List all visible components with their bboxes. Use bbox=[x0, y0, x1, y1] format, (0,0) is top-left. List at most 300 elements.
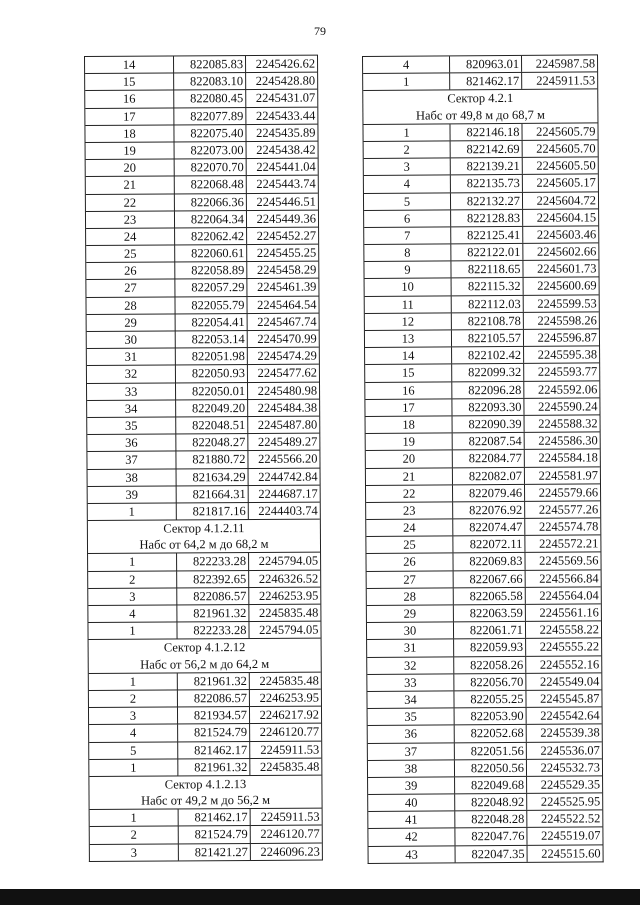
y-coordinate: 2246120.77 bbox=[250, 826, 322, 843]
y-coordinate: 2245590.24 bbox=[523, 398, 599, 415]
point-number: 23 bbox=[402, 503, 416, 518]
x-coordinate: 822048.51 bbox=[175, 417, 247, 434]
y-coordinate: 2245545.87 bbox=[525, 690, 601, 707]
x-coordinate: 822233.28 bbox=[176, 622, 248, 639]
point-number: 16 bbox=[122, 92, 136, 107]
table-row bbox=[367, 621, 601, 640]
x-coordinate: 822076.92 bbox=[452, 502, 524, 519]
sector-heading bbox=[89, 774, 321, 809]
table-row bbox=[87, 347, 319, 366]
y-coordinate: 2245566.84 bbox=[525, 570, 601, 587]
x-coordinate: 822082.07 bbox=[452, 467, 524, 484]
point-number: 39 bbox=[404, 778, 418, 793]
y-coordinate: 2245532.73 bbox=[526, 759, 602, 776]
table-row bbox=[86, 226, 318, 245]
y-coordinate: 2245586.30 bbox=[524, 432, 600, 449]
x-coordinate: 822105.57 bbox=[451, 330, 523, 347]
table-row bbox=[86, 192, 318, 211]
y-coordinate: 2245452.27 bbox=[246, 227, 318, 244]
table-row bbox=[88, 586, 320, 605]
x-coordinate: 822087.54 bbox=[452, 433, 524, 450]
sector-elevation-range: Набс от 49,2 м до 56,2 м bbox=[141, 792, 271, 808]
y-coordinate: 2245480.98 bbox=[247, 382, 319, 399]
table-row bbox=[85, 72, 317, 91]
point-number: 4 bbox=[402, 57, 410, 72]
y-coordinate: 2245455.25 bbox=[246, 245, 318, 262]
point-number: 30 bbox=[124, 332, 138, 347]
x-coordinate: 822051.56 bbox=[454, 742, 526, 759]
x-coordinate: 822146.18 bbox=[449, 124, 521, 141]
x-coordinate: 822074.47 bbox=[452, 519, 524, 536]
point-number: 34 bbox=[124, 401, 138, 416]
point-number: 14 bbox=[401, 348, 415, 363]
table-row bbox=[364, 191, 598, 210]
y-coordinate: 2245599.53 bbox=[523, 295, 599, 312]
point-number: 13 bbox=[401, 331, 415, 346]
y-coordinate: 2245605.70 bbox=[522, 140, 598, 157]
point-number: 38 bbox=[404, 761, 418, 776]
x-coordinate: 822392.65 bbox=[176, 571, 248, 588]
y-coordinate: 2245581.97 bbox=[524, 467, 600, 484]
point-number: 21 bbox=[123, 177, 137, 193]
point-number: 41 bbox=[405, 812, 418, 827]
point-number: 4 bbox=[129, 606, 136, 621]
x-coordinate: 822055.25 bbox=[453, 691, 525, 708]
table-row bbox=[88, 552, 320, 571]
point-number: 17 bbox=[402, 400, 415, 415]
table-row bbox=[366, 500, 600, 519]
point-number: 2 bbox=[130, 828, 137, 843]
y-coordinate: 2245438.42 bbox=[246, 142, 318, 159]
sector-heading bbox=[88, 519, 320, 554]
y-coordinate: 2245426.62 bbox=[245, 56, 317, 73]
sector-heading bbox=[363, 89, 597, 124]
y-coordinate: 2245515.60 bbox=[527, 845, 603, 862]
table-row bbox=[87, 330, 319, 349]
table-row bbox=[90, 825, 322, 844]
x-coordinate: 822080.45 bbox=[173, 90, 245, 107]
table-row bbox=[367, 638, 601, 657]
table-row bbox=[365, 328, 599, 347]
y-coordinate: 2245529.35 bbox=[526, 776, 602, 793]
y-coordinate: 2245584.18 bbox=[524, 450, 600, 467]
table-row bbox=[367, 603, 601, 622]
table-row bbox=[86, 278, 318, 297]
table-row bbox=[86, 141, 318, 160]
table-row bbox=[87, 364, 319, 383]
table-row bbox=[89, 740, 321, 759]
table-row bbox=[89, 757, 321, 776]
table-row bbox=[88, 604, 320, 623]
table-row bbox=[368, 810, 602, 829]
x-coordinate: 822063.59 bbox=[453, 605, 525, 622]
y-coordinate: 2245467.74 bbox=[247, 313, 319, 330]
sector-title: Сектор 4.2.1 bbox=[447, 91, 514, 106]
point-number: 6 bbox=[403, 211, 411, 226]
point-number: 21 bbox=[402, 469, 416, 484]
sector-elevation-range: Набс от 49,8 м до 68,7 м bbox=[415, 107, 545, 123]
table-row bbox=[85, 89, 317, 108]
x-coordinate: 821462.17 bbox=[449, 73, 521, 90]
point-number: 1 bbox=[128, 504, 135, 519]
y-coordinate: 2245477.62 bbox=[247, 365, 319, 382]
x-coordinate: 822067.66 bbox=[453, 571, 525, 588]
y-coordinate: 2245593.77 bbox=[523, 364, 599, 381]
point-number: 19 bbox=[402, 434, 415, 449]
table-row bbox=[89, 706, 321, 725]
table-row bbox=[89, 671, 321, 690]
table-row bbox=[366, 466, 600, 485]
y-coordinate: 2245596.87 bbox=[523, 329, 599, 346]
y-coordinate: 2245561.16 bbox=[525, 604, 601, 621]
point-number: 19 bbox=[123, 143, 136, 158]
x-coordinate: 822108.78 bbox=[451, 313, 523, 330]
x-coordinate: 822058.89 bbox=[174, 262, 246, 279]
table-row bbox=[367, 586, 601, 605]
point-number: 16 bbox=[402, 383, 415, 398]
x-coordinate: 822050.56 bbox=[454, 760, 526, 777]
point-number: 1 bbox=[130, 810, 137, 826]
x-coordinate: 822128.83 bbox=[450, 210, 522, 227]
y-coordinate: 2245470.99 bbox=[247, 331, 319, 348]
y-coordinate: 2245519.07 bbox=[526, 828, 602, 845]
y-coordinate: 2245552.16 bbox=[525, 656, 601, 673]
point-number: 2 bbox=[129, 572, 136, 587]
point-number: 40 bbox=[404, 795, 418, 810]
table-row bbox=[85, 106, 317, 125]
point-number: 27 bbox=[403, 572, 416, 587]
point-number: 20 bbox=[402, 451, 416, 467]
point-number: 15 bbox=[122, 74, 136, 89]
y-coordinate: 2245522.52 bbox=[526, 811, 602, 828]
x-coordinate: 822061.71 bbox=[453, 622, 525, 639]
y-coordinate: 2245794.05 bbox=[248, 622, 320, 639]
x-coordinate: 822072.11 bbox=[452, 536, 524, 553]
point-number: 29 bbox=[403, 606, 417, 621]
table-row bbox=[369, 844, 603, 863]
table-row bbox=[364, 208, 598, 227]
table-row bbox=[85, 55, 317, 74]
x-coordinate: 822083.10 bbox=[173, 73, 245, 90]
y-coordinate: 2245835.48 bbox=[249, 758, 321, 775]
point-number: 34 bbox=[404, 692, 417, 707]
point-number: 5 bbox=[130, 743, 137, 758]
table-row bbox=[86, 261, 318, 280]
point-number: 3 bbox=[403, 159, 410, 174]
y-coordinate: 2245539.38 bbox=[526, 725, 602, 742]
y-coordinate: 2245602.66 bbox=[522, 243, 598, 260]
y-coordinate: 2245987.58 bbox=[521, 55, 597, 72]
y-coordinate: 2245605.17 bbox=[522, 175, 598, 192]
point-number: 5 bbox=[403, 194, 411, 209]
x-coordinate: 822099.32 bbox=[451, 364, 523, 381]
point-number: 32 bbox=[124, 367, 138, 382]
x-coordinate: 821462.17 bbox=[177, 742, 249, 759]
x-coordinate: 822086.57 bbox=[177, 690, 249, 707]
table-row bbox=[365, 363, 599, 382]
table-row bbox=[368, 724, 602, 743]
y-coordinate: 2245600.69 bbox=[523, 278, 599, 295]
x-coordinate: 822050.93 bbox=[175, 365, 247, 382]
x-coordinate: 822050.01 bbox=[175, 383, 247, 400]
table-row bbox=[366, 431, 600, 450]
table-row bbox=[368, 792, 602, 811]
x-coordinate: 822048.92 bbox=[454, 794, 526, 811]
y-coordinate: 2245433.44 bbox=[245, 107, 317, 124]
x-coordinate: 821462.17 bbox=[178, 809, 250, 826]
x-coordinate: 820963.01 bbox=[449, 56, 521, 73]
x-coordinate: 821961.32 bbox=[177, 759, 249, 776]
x-coordinate: 822065.58 bbox=[453, 588, 525, 605]
table-row bbox=[365, 294, 599, 313]
y-coordinate: 2245489.27 bbox=[247, 434, 319, 451]
y-coordinate: 2245525.95 bbox=[526, 793, 602, 810]
table-row bbox=[364, 225, 598, 244]
point-number: 9 bbox=[404, 262, 411, 277]
point-number: 1 bbox=[128, 555, 136, 570]
x-coordinate: 822059.93 bbox=[453, 639, 525, 656]
table-row bbox=[368, 706, 602, 725]
table-row bbox=[86, 295, 318, 314]
table-row bbox=[86, 209, 318, 228]
y-coordinate: 2245598.26 bbox=[523, 312, 599, 329]
x-coordinate: 822115.32 bbox=[451, 278, 523, 295]
point-number: 2 bbox=[129, 691, 137, 706]
y-coordinate: 2244403.74 bbox=[248, 502, 320, 519]
sector-title: Сектор 4.1.2.11 bbox=[163, 521, 245, 536]
point-number: 20 bbox=[123, 160, 136, 175]
y-coordinate: 2245555.22 bbox=[525, 639, 601, 656]
x-coordinate: 822051.98 bbox=[175, 348, 247, 365]
table-row bbox=[364, 242, 598, 261]
y-coordinate: 2245428.80 bbox=[245, 73, 317, 90]
x-coordinate: 822132.27 bbox=[450, 192, 522, 209]
point-number: 32 bbox=[403, 658, 417, 673]
table-row bbox=[364, 260, 598, 279]
table-row bbox=[90, 808, 322, 827]
x-coordinate: 821961.32 bbox=[177, 673, 249, 690]
table-row bbox=[365, 311, 599, 330]
table-row bbox=[365, 277, 599, 296]
x-coordinate: 822102.42 bbox=[451, 347, 523, 364]
point-number: 23 bbox=[123, 212, 137, 227]
x-coordinate: 822090.39 bbox=[452, 416, 524, 433]
x-coordinate: 822077.89 bbox=[173, 108, 245, 125]
point-number: 33 bbox=[124, 384, 138, 399]
point-number: 24 bbox=[123, 229, 137, 244]
point-number: 1 bbox=[403, 125, 410, 140]
point-number: 27 bbox=[124, 281, 137, 296]
x-coordinate: 822135.73 bbox=[450, 175, 522, 192]
point-number: 3 bbox=[129, 708, 137, 723]
x-coordinate: 822118.65 bbox=[450, 261, 522, 278]
x-coordinate: 821634.29 bbox=[176, 469, 248, 486]
y-coordinate: 2245835.48 bbox=[249, 672, 321, 689]
table-row bbox=[87, 381, 319, 400]
point-number: 36 bbox=[404, 726, 418, 742]
table-row bbox=[90, 842, 322, 861]
x-coordinate: 822086.57 bbox=[176, 588, 248, 605]
x-coordinate: 822073.00 bbox=[174, 142, 246, 159]
point-number: 11 bbox=[401, 297, 414, 312]
y-coordinate: 2245835.48 bbox=[248, 605, 320, 622]
x-coordinate: 821934.57 bbox=[177, 707, 249, 724]
y-coordinate: 2245441.04 bbox=[246, 159, 318, 176]
x-coordinate: 822048.27 bbox=[175, 434, 247, 451]
y-coordinate: 2245431.07 bbox=[245, 90, 317, 107]
x-coordinate: 821817.16 bbox=[176, 503, 248, 520]
x-coordinate: 822049.68 bbox=[454, 777, 526, 794]
table-row bbox=[366, 483, 600, 502]
point-number: 29 bbox=[124, 315, 137, 330]
point-number: 30 bbox=[403, 623, 417, 638]
y-coordinate: 2245577.26 bbox=[524, 501, 600, 518]
x-coordinate: 822142.69 bbox=[450, 141, 522, 158]
point-number: 42 bbox=[405, 830, 418, 845]
table-row bbox=[364, 174, 598, 193]
y-coordinate: 2245572.21 bbox=[524, 536, 600, 553]
point-number: 43 bbox=[405, 847, 418, 862]
point-number: 28 bbox=[124, 298, 137, 313]
point-number: 22 bbox=[402, 486, 416, 501]
table-row bbox=[88, 467, 320, 486]
table-row bbox=[368, 741, 602, 760]
table-row bbox=[365, 380, 599, 399]
x-coordinate: 822233.28 bbox=[176, 553, 248, 570]
y-coordinate: 2245592.06 bbox=[523, 381, 599, 398]
sector-elevation-range: Набс от 64,2 м до 68,2 м bbox=[139, 537, 269, 552]
y-coordinate: 2245569.56 bbox=[524, 553, 600, 570]
x-coordinate: 822125.41 bbox=[450, 227, 522, 244]
point-number: 1 bbox=[130, 760, 137, 775]
y-coordinate: 2245443.74 bbox=[246, 176, 318, 193]
page-number: 79 bbox=[314, 24, 326, 38]
table-row bbox=[87, 416, 319, 435]
x-coordinate: 821961.32 bbox=[176, 605, 248, 622]
x-coordinate: 822064.34 bbox=[174, 211, 246, 228]
point-number: 1 bbox=[129, 674, 136, 689]
point-number: 15 bbox=[401, 366, 415, 381]
x-coordinate: 822096.28 bbox=[451, 381, 523, 398]
point-number: 4 bbox=[129, 726, 137, 741]
x-coordinate: 822112.03 bbox=[451, 296, 523, 313]
x-coordinate: 821880.72 bbox=[175, 451, 247, 468]
table-row bbox=[364, 139, 598, 158]
table-row bbox=[88, 484, 320, 503]
table-row bbox=[87, 312, 319, 331]
x-coordinate: 822122.01 bbox=[450, 244, 522, 261]
x-coordinate: 821524.79 bbox=[177, 724, 249, 741]
table-row bbox=[87, 398, 319, 417]
coordinates-table-right bbox=[362, 54, 604, 863]
point-number: 7 bbox=[404, 228, 411, 243]
y-coordinate: 2244687.17 bbox=[248, 485, 320, 502]
table-row bbox=[89, 689, 321, 708]
point-number: 18 bbox=[123, 126, 136, 141]
coordinates-table-left bbox=[84, 55, 323, 862]
x-coordinate: 822075.40 bbox=[173, 125, 245, 142]
table-row bbox=[87, 433, 319, 452]
y-coordinate: 2245558.22 bbox=[525, 622, 601, 639]
x-coordinate: 822084.77 bbox=[452, 450, 524, 467]
y-coordinate: 2245595.38 bbox=[523, 347, 599, 364]
y-coordinate: 2245579.66 bbox=[524, 484, 600, 501]
x-coordinate: 822057.29 bbox=[174, 279, 246, 296]
table-row bbox=[365, 397, 599, 416]
x-coordinate: 822066.36 bbox=[174, 194, 246, 211]
table-row bbox=[366, 517, 600, 536]
table-row bbox=[88, 501, 320, 520]
y-coordinate: 2245458.29 bbox=[246, 262, 318, 279]
table-row bbox=[86, 244, 318, 263]
x-coordinate: 822052.68 bbox=[454, 725, 526, 742]
x-coordinate: 822055.79 bbox=[174, 297, 246, 314]
table-row bbox=[367, 569, 601, 588]
point-number: 12 bbox=[401, 314, 415, 329]
table-row bbox=[366, 449, 600, 468]
table-row bbox=[87, 450, 319, 469]
x-coordinate: 822062.42 bbox=[174, 228, 246, 245]
point-number: 38 bbox=[125, 470, 138, 485]
point-number: 35 bbox=[404, 709, 417, 724]
table-row bbox=[86, 158, 318, 177]
table-row bbox=[368, 827, 602, 846]
point-number: 3 bbox=[130, 845, 138, 860]
y-coordinate: 2245574.78 bbox=[524, 518, 600, 535]
x-coordinate: 822049.20 bbox=[175, 400, 247, 417]
y-coordinate: 2245604.15 bbox=[522, 209, 598, 226]
y-coordinate: 2246253.95 bbox=[249, 690, 321, 707]
y-coordinate: 2245435.89 bbox=[245, 124, 317, 141]
x-coordinate: 821421.27 bbox=[178, 844, 250, 861]
table-row bbox=[364, 156, 598, 175]
point-number: 14 bbox=[122, 57, 136, 72]
point-number: 37 bbox=[125, 452, 138, 468]
y-coordinate: 2245542.64 bbox=[526, 707, 602, 724]
x-coordinate: 822069.83 bbox=[452, 553, 524, 570]
table-row bbox=[366, 552, 600, 571]
point-number: 10 bbox=[401, 280, 414, 295]
x-coordinate: 822047.76 bbox=[454, 828, 526, 845]
point-number: 3 bbox=[129, 589, 136, 604]
y-coordinate: 2245549.04 bbox=[525, 673, 601, 690]
table-row bbox=[89, 723, 321, 742]
point-number: 37 bbox=[404, 744, 418, 759]
y-coordinate: 2245588.32 bbox=[524, 415, 600, 432]
x-coordinate: 822070.70 bbox=[174, 159, 246, 176]
y-coordinate: 2246096.23 bbox=[250, 843, 322, 860]
table-row bbox=[363, 122, 597, 141]
y-coordinate: 2245604.72 bbox=[522, 192, 598, 209]
x-coordinate: 822054.41 bbox=[175, 314, 247, 331]
table-row bbox=[366, 414, 600, 433]
y-coordinate: 2246217.92 bbox=[249, 707, 321, 724]
point-number: 39 bbox=[125, 487, 138, 502]
y-coordinate: 2245911.53 bbox=[249, 741, 321, 758]
scan-edge-bar bbox=[0, 889, 640, 905]
y-coordinate: 2246326.52 bbox=[248, 570, 320, 587]
y-coordinate: 2245464.54 bbox=[246, 296, 318, 313]
point-number: 28 bbox=[403, 589, 417, 604]
table-row bbox=[368, 758, 602, 777]
point-number: 31 bbox=[403, 641, 417, 656]
y-coordinate: 2245605.79 bbox=[521, 123, 597, 140]
x-coordinate: 821664.31 bbox=[176, 486, 248, 503]
table-row bbox=[367, 655, 601, 674]
table-row bbox=[86, 175, 318, 194]
x-coordinate: 822058.26 bbox=[453, 656, 525, 673]
x-coordinate: 822139.21 bbox=[450, 158, 522, 175]
